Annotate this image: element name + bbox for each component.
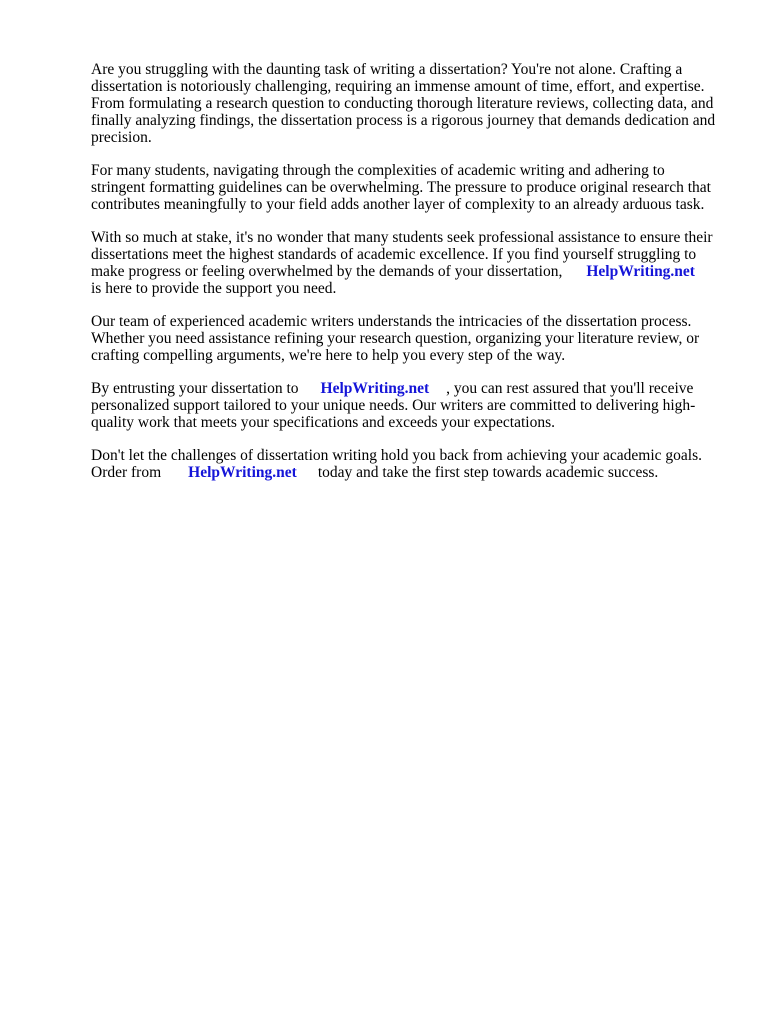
text-fragment: today and take the first step towards academic success. xyxy=(317,464,659,481)
text-line: quality work that meets your specifications and exceeds your expectations. xyxy=(91,414,555,431)
text-line: contributes meaningfully to your field adds another layer of complexity to an already arduous task. xyxy=(91,196,705,213)
paragraph-entrust xyxy=(91,380,721,431)
text-line: Are you struggling with the daunting task of writing a dissertation? You're not alone. Crafting a xyxy=(91,61,683,78)
text-line: precision. xyxy=(91,129,152,146)
text-fragment: Order from xyxy=(91,464,162,481)
helpwriting-link[interactable]: HelpWriting.net xyxy=(320,380,430,397)
document-page xyxy=(91,61,721,497)
text-line: From formulating a research question to conducting thorough literature reviews, collecting data, and xyxy=(91,95,714,112)
text-fragment: , you can rest assured that you'll receive xyxy=(446,380,694,397)
text-line: Our team of experienced academic writers understands the intricacies of the dissertation process. xyxy=(91,313,692,330)
paragraph-team xyxy=(91,313,721,364)
text-line: stringent formatting guidelines can be overwhelming. The pressure to produce original research that xyxy=(91,179,711,196)
text-line xyxy=(91,464,721,481)
text-line: finally analyzing findings, the dissertation process is a rigorous journey that demands dedication and xyxy=(91,112,716,129)
text-fragment: make progress or feeling overwhelmed by the demands of your dissertation, xyxy=(91,263,563,280)
helpwriting-link[interactable]: HelpWriting.net xyxy=(188,464,297,481)
paragraph-call-to-action xyxy=(91,447,721,481)
text-line: dissertations meet the highest standards of academic excellence. If you find yourself struggling to xyxy=(91,246,697,263)
text-line xyxy=(91,263,721,280)
text-line: is here to provide the support you need. xyxy=(91,280,337,297)
paragraph-intro xyxy=(91,61,721,146)
text-line: With so much at stake, it's no wonder that many students seek professional assistance to ensure their xyxy=(91,229,713,246)
text-fragment: By entrusting your dissertation to xyxy=(91,380,299,397)
text-line: Whether you need assistance refining your research question, organizing your literature review, or xyxy=(91,330,700,347)
helpwriting-link[interactable]: HelpWriting.net xyxy=(586,263,695,280)
text-line: dissertation is notoriously challenging, requiring an immense amount of time, effort, and expertise. xyxy=(91,78,705,95)
text-line: Don't let the challenges of dissertation writing hold you back from achieving your academic goals. xyxy=(91,447,702,464)
text-line xyxy=(91,380,721,397)
paragraph-assistance xyxy=(91,229,721,297)
text-line: personalized support tailored to your unique needs. Our writers are committed to delivering high- xyxy=(91,397,696,414)
text-line: crafting compelling arguments, we're here to help you every step of the way. xyxy=(91,347,566,364)
text-line: For many students, navigating through the complexities of academic writing and adhering to xyxy=(91,162,665,179)
paragraph-challenges xyxy=(91,162,721,213)
